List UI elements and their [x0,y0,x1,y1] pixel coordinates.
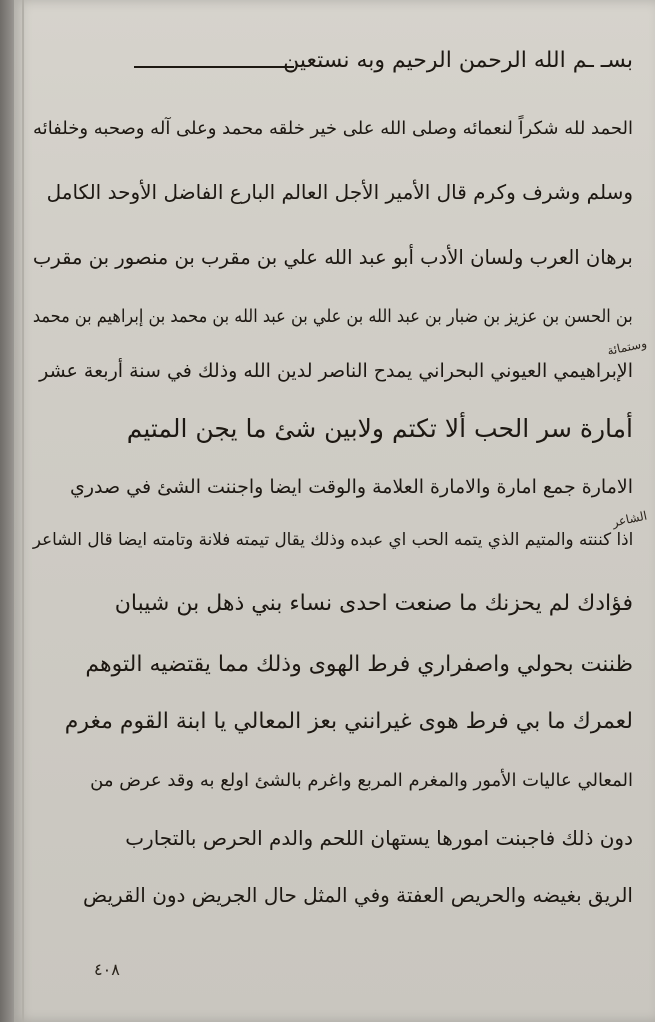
text-line-3: وسلم وشرف وكرم قال الأمير الأجل العالم البارع الفاضل الأوحد الكامل [46,180,633,204]
verse-line-1: أمارة سر الحب ألا تكتم ولابين شئ ما يجن المتيم [126,414,633,443]
verse-line-2: فؤادك لم يحزنك ما صنعت احدى نساء بني ذهل بن شيبان [114,591,633,616]
text-line-8: الامارة جمع امارة والامارة العلامة والوقت ايضا واجننت الشئ في صدري [69,476,633,498]
margin-note-poet: الشاعر [610,508,649,530]
text-line-13: المعالي عاليات الأمور والمغرم المربع واغرم بالشئ اولع به وقد عرض من [90,770,633,791]
verse-line-4: لعمرك ما بي فرط هوى غيرانني بعز المعالي يا ابنة القوم مغرم [64,709,633,734]
text-line-6: الإبراهيمي العيوني البحراني يمدح الناصر لدين الله وذلك في سنة أربعة عشر [39,360,633,382]
text-line-2: الحمد لله شكراً لنعمائه وصلى الله على خير خلقه محمد وعلى آله وصحبه وخلفائه [33,118,633,139]
folio-number: ٤٠٨ [94,960,120,979]
margin-note-year: وستمائة [606,336,649,358]
basmala-line: بسـ ـم الله الرحمن الرحيم وبه نستعين [283,48,633,73]
text-line-5: بن الحسن بن عزيز بن ضبار بن عبد الله بن علي بن عبد الله بن محمد بن إبراهيم بن محمد [33,306,633,327]
page-gutter-edge [22,0,24,1022]
text-line-9: اذا كننته والمتيم الذي يتمه الحب اي عبده وذلك يقال تيمته فلانة وتامته ايضا قال الشاعر [32,530,633,550]
text-line-4: برهان العرب ولسان الأدب أبو عبد الله علي بن مقرب بن منصور بن مقرب [33,245,633,269]
manuscript-page [14,0,655,1022]
basmala-rule [134,66,294,68]
verse-line-3: ظننت بحولي واصفراري فرط الهوى وذلك مما يقتضيه التوهم [85,652,633,677]
text-line-15: الريق بغيضه والحريص العفتة وفي المثل حال الجريض دون القريض [82,883,633,907]
text-line-14: دون ذلك فاجبنت امورها يستهان اللحم والدم الحرص بالتجارب [125,826,633,850]
